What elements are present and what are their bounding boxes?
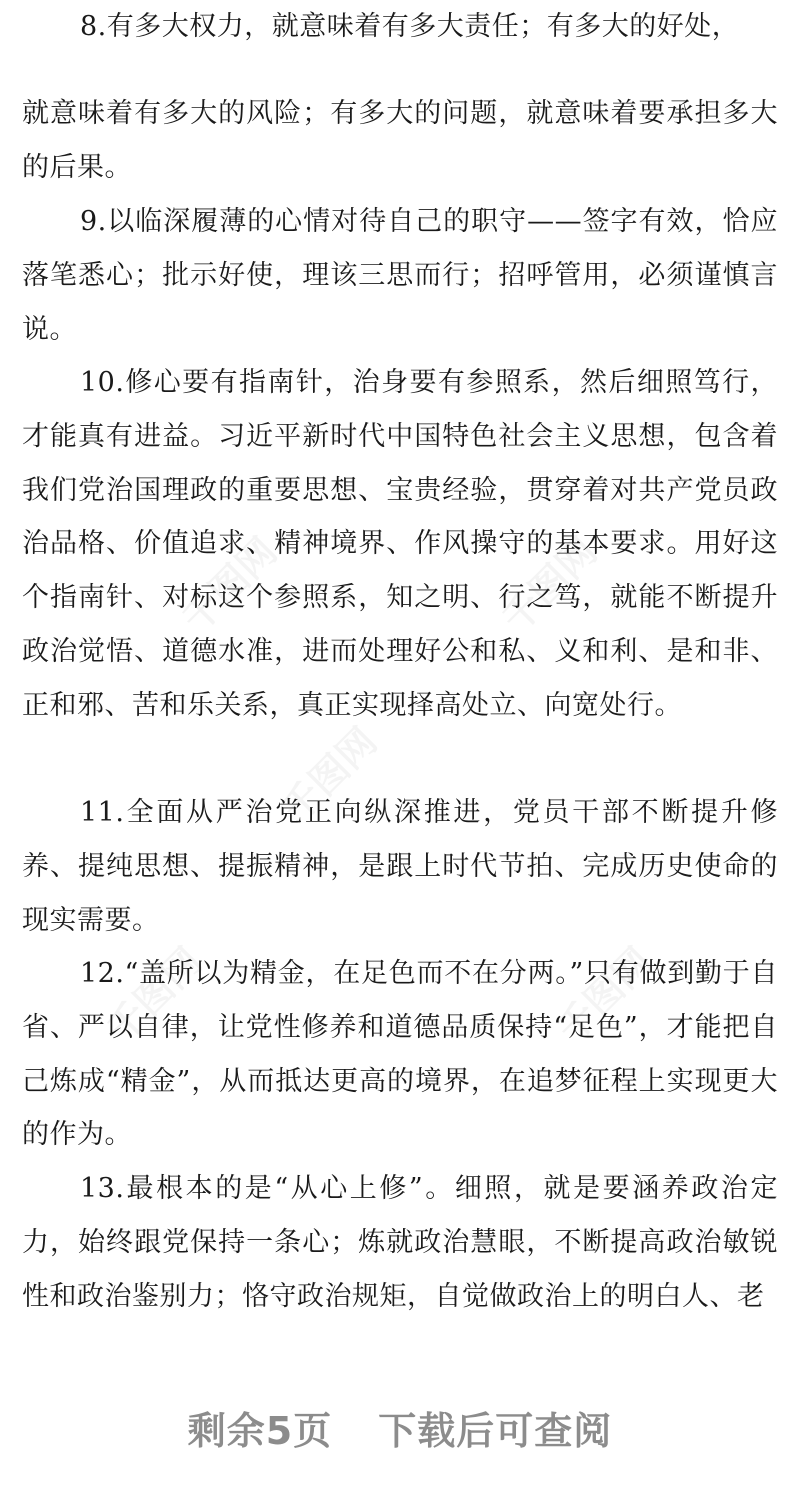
paragraph-10: 10.修心要有指南针，治身要有参照系，然后细照笃行，才能真有进益。习近平新时代中国特色社会主义思想，包含着我们党治国理政的重要思想、宝贵经验，贯穿着对共产党员政治品格、价值追求、精神境界、作风操守的基本要求。用好这个指南针、对标这个参照系，知之明、行之笃，就能不断提升政治觉悟、道德水准，进而处理好公和私、义和利、是和非、正和邪、苦和乐关系，真正实现择高处立、向宽处行。 — [22, 367, 778, 721]
paragraph-12: 12.“盖所以为精金，在足色而不在分两。”只有做到勤于自省、严以自律，让党性修养和道德品质保持“足色”，才能把自己炼成“精金”，从而抵达更高的境界，在追梦征程上实现更大的作为。 — [22, 958, 778, 1151]
paragraph-8-start: 8.有多大权力，就意味着有多大责任；有多大的好处， — [80, 11, 740, 42]
download-prompt[interactable] — [0, 1400, 800, 1455]
paragraph-9: 9.以临深履薄的心情对待自己的职守——签字有效，恰应落笔悉心；批示好使，理该三思而行；招呼管用，必须谨慎言说。 — [22, 206, 778, 345]
remaining-pages-label: 剩余5页 — [187, 1409, 333, 1453]
paragraph-13: 13.最根本的是“从心上修”。细照，就是要涵养政治定力，始终跟党保持一条心；炼就政治慧眼，不断提高政治敏锐性和政治鉴别力；恪守政治规矩，自觉做政治上的明白人、老 — [22, 1173, 778, 1312]
paragraph-11: 11.全面从严治党正向纵深推进，党员干部不断提升修养、提纯思想、提振精神，是跟上时代节拍、完成历史使命的现实需要。 — [22, 797, 778, 936]
paragraph-8-continued: 就意味着有多大的风险；有多大的问题，就意味着要承担多大的后果。 — [22, 98, 778, 183]
download-hint-label: 下载后可查阅 — [378, 1409, 613, 1453]
